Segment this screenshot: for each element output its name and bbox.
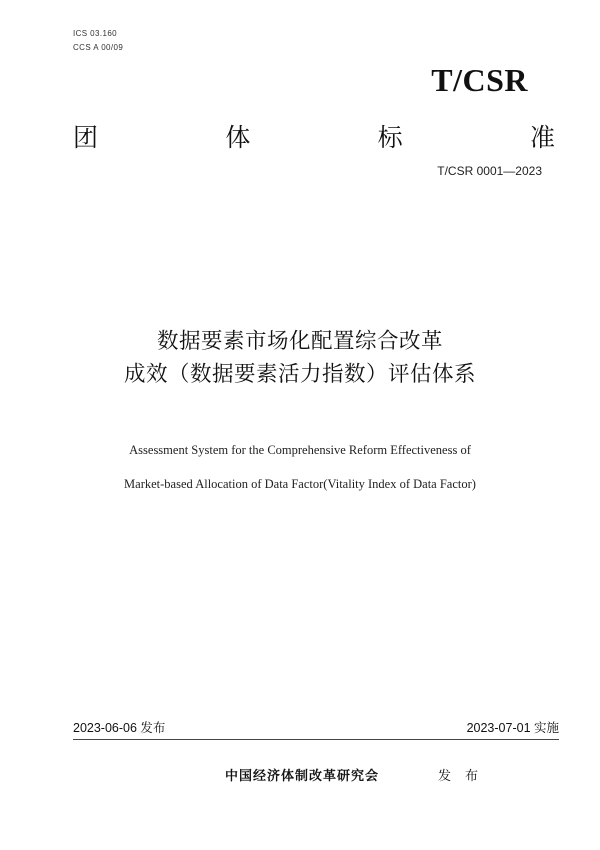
- issuing-organization: 中国经济体制改革研究会: [225, 769, 380, 784]
- implementation-date: 2023-07-01 实施: [466, 721, 559, 735]
- chinese-title-line: 数据要素市场化配置综合改革: [156, 329, 443, 354]
- bottom-divider: [73, 739, 559, 740]
- issue-label: 发布: [438, 769, 493, 784]
- english-title-line: Market-based Allocation of Data Factor(Vitality Index of Data Factor): [124, 477, 476, 491]
- english-title-line: Assessment System for the Comprehensive Reform Effectiveness of: [129, 443, 471, 457]
- standard-type-char: 准: [529, 123, 555, 152]
- issue-date: 2023-06-06 发布: [73, 721, 166, 735]
- chinese-title: [0, 325, 600, 391]
- standard-type-heading: [73, 118, 555, 154]
- standard-type-char: 团: [73, 123, 99, 152]
- chinese-title-line: 成效（数据要素活力指数）评估体系: [123, 362, 476, 387]
- standard-brand: T/CSR: [431, 62, 528, 98]
- standard-number: T/CSR 0001—2023: [437, 164, 542, 178]
- standard-type-char: 体: [225, 123, 251, 152]
- standard-type-char: 标: [377, 123, 403, 152]
- ics-code: ICS 03.160: [73, 29, 118, 38]
- english-title: [0, 433, 600, 501]
- ccs-code: CCS A 00/09: [73, 43, 124, 52]
